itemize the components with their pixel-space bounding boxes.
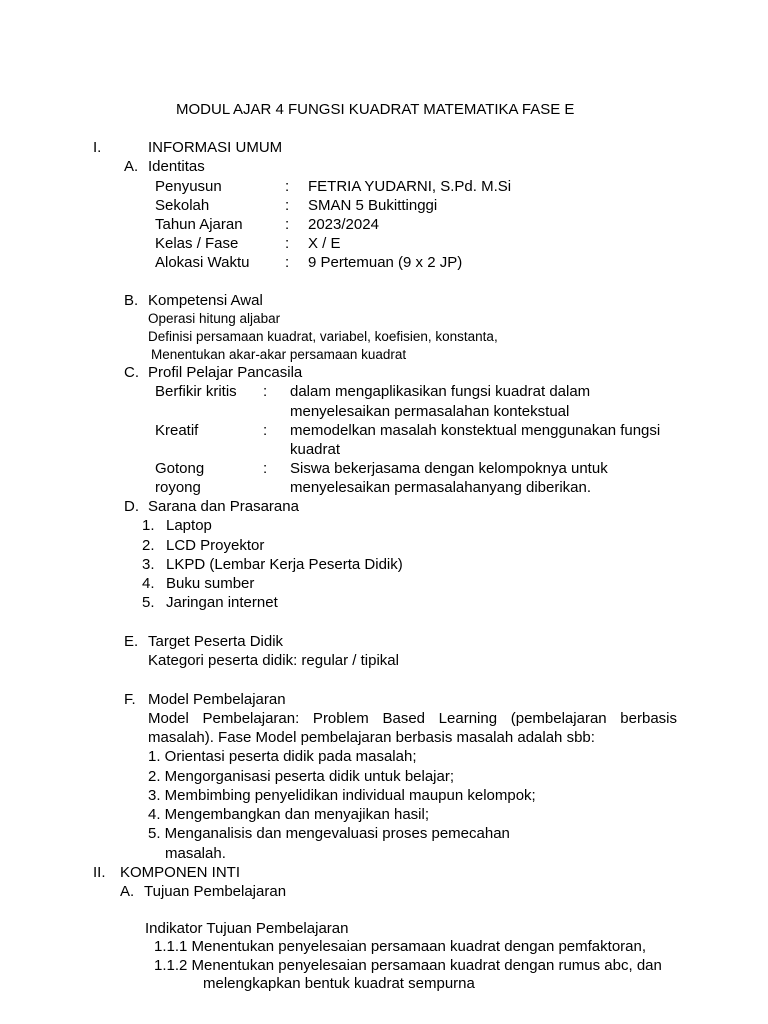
list-number: 4. bbox=[142, 575, 155, 592]
indikator-item-continuation: melengkapkan bentuk kuadrat sempurna bbox=[203, 975, 475, 992]
subsection-heading: Profil Pelajar Pancasila bbox=[148, 364, 303, 381]
identity-key: Kelas / Fase bbox=[155, 235, 239, 252]
subsection-letter: A. bbox=[120, 883, 135, 900]
model-paragraph: masalah). Fase Model pembelajaran berbasis masalah adalah sbb: bbox=[148, 729, 595, 746]
subsection-heading: Kompetensi Awal bbox=[148, 292, 263, 309]
subsection-heading: Model Pembelajaran bbox=[148, 691, 286, 708]
kompetensi-line: Menentukan akar-akar persamaan kuadrat bbox=[151, 347, 407, 362]
profil-value: menyelesaikan permasalahan kontekstual bbox=[290, 403, 570, 420]
identity-key: Sekolah bbox=[155, 197, 210, 214]
profil-key: Berfikir kritis bbox=[155, 383, 237, 400]
kompetensi-line: Definisi persamaan kuadrat, variabel, koefisien, konstanta, bbox=[148, 329, 498, 344]
subsection-heading: Tujuan Pembelajaran bbox=[144, 883, 287, 900]
model-step: 4. Mengembangkan dan menyajikan hasil; bbox=[148, 806, 430, 823]
list-number: 1. bbox=[142, 517, 155, 534]
identity-separator: : bbox=[285, 197, 290, 214]
identity-value: FETRIA YUDARNI, S.Pd. M.Si bbox=[308, 178, 512, 195]
model-step: 1. Orientasi peserta didik pada masalah; bbox=[148, 748, 417, 765]
subsection-letter: C. bbox=[124, 364, 139, 381]
section-number: II. bbox=[93, 864, 106, 881]
profil-separator: : bbox=[263, 383, 268, 400]
profil-value: dalam mengaplikasikan fungsi kuadrat dalam bbox=[290, 383, 591, 400]
subsection-letter: E. bbox=[124, 633, 139, 650]
profil-separator: : bbox=[263, 422, 268, 439]
model-step: 5. Menganalisis dan mengevaluasi proses pemecahan bbox=[148, 825, 510, 842]
subsection-letter: F. bbox=[124, 691, 136, 708]
profil-value: memodelkan masalah konstektual menggunakan fungsi bbox=[290, 422, 661, 439]
identity-separator: : bbox=[285, 254, 290, 271]
section-number: I. bbox=[93, 139, 102, 156]
profil-value: kuadrat bbox=[290, 441, 341, 458]
document-title: MODUL AJAR 4 FUNGSI KUADRAT MATEMATIKA FASE E bbox=[176, 101, 575, 118]
profil-separator: : bbox=[263, 460, 268, 477]
list-item: LKPD (Lembar Kerja Peserta Didik) bbox=[166, 556, 403, 573]
identity-key: Penyusun bbox=[155, 178, 222, 195]
profil-key: royong bbox=[155, 479, 201, 496]
list-number: 3. bbox=[142, 556, 155, 573]
identity-value: 9 Pertemuan (9 x 2 JP) bbox=[308, 254, 463, 271]
list-number: 5. bbox=[142, 594, 155, 611]
indikator-item: 1.1.1 Menentukan penyelesaian persamaan kuadrat dengan pemfaktoran, bbox=[154, 938, 647, 955]
identity-separator: : bbox=[285, 178, 290, 195]
subsection-heading: Target Peserta Didik bbox=[148, 633, 284, 650]
identity-value: X / E bbox=[308, 235, 341, 252]
list-item: Laptop bbox=[166, 517, 212, 534]
list-number: 2. bbox=[142, 537, 155, 554]
subsection-heading: Sarana dan Prasarana bbox=[148, 498, 299, 515]
profil-key: Gotong bbox=[155, 460, 205, 477]
subsection-letter: B. bbox=[124, 292, 139, 309]
profil-value: Siswa bekerjasama dengan kelompoknya untuk bbox=[290, 460, 608, 477]
list-item: Jaringan internet bbox=[166, 594, 278, 611]
section-heading: KOMPONEN INTI bbox=[120, 864, 241, 881]
indikator-heading: Indikator Tujuan Pembelajaran bbox=[145, 920, 349, 937]
kompetensi-line: Operasi hitung aljabar bbox=[148, 311, 281, 326]
model-step: 2. Mengorganisasi peserta didik untuk belajar; bbox=[148, 768, 455, 785]
identity-value: SMAN 5 Bukittinggi bbox=[308, 197, 438, 214]
model-step-continuation: masalah. bbox=[165, 845, 226, 862]
identity-value: 2023/2024 bbox=[308, 216, 379, 233]
profil-value: menyelesaikan permasalahanyang diberikan. bbox=[290, 479, 592, 496]
identity-separator: : bbox=[285, 235, 290, 252]
identity-separator: : bbox=[285, 216, 290, 233]
identity-key: Tahun Ajaran bbox=[155, 216, 243, 233]
subsection-letter: A. bbox=[124, 158, 139, 175]
list-item: LCD Proyektor bbox=[166, 537, 265, 554]
section-heading: INFORMASI UMUM bbox=[148, 139, 283, 156]
target-text: Kategori peserta didik: regular / tipikal bbox=[148, 652, 399, 669]
model-paragraph: Model Pembelajaran: Problem Based Learning (pembelajaran berbasis bbox=[148, 710, 677, 727]
indikator-item: 1.1.2 Menentukan penyelesaian persamaan kuadrat dengan rumus abc, dan bbox=[154, 957, 662, 974]
identity-key: Alokasi Waktu bbox=[155, 254, 250, 271]
subsection-letter: D. bbox=[124, 498, 139, 515]
list-item: Buku sumber bbox=[166, 575, 255, 592]
model-step: 3. Membimbing penyelidikan individual maupun kelompok; bbox=[148, 787, 536, 804]
subsection-heading: Identitas bbox=[148, 158, 205, 175]
profil-key: Kreatif bbox=[155, 422, 199, 439]
